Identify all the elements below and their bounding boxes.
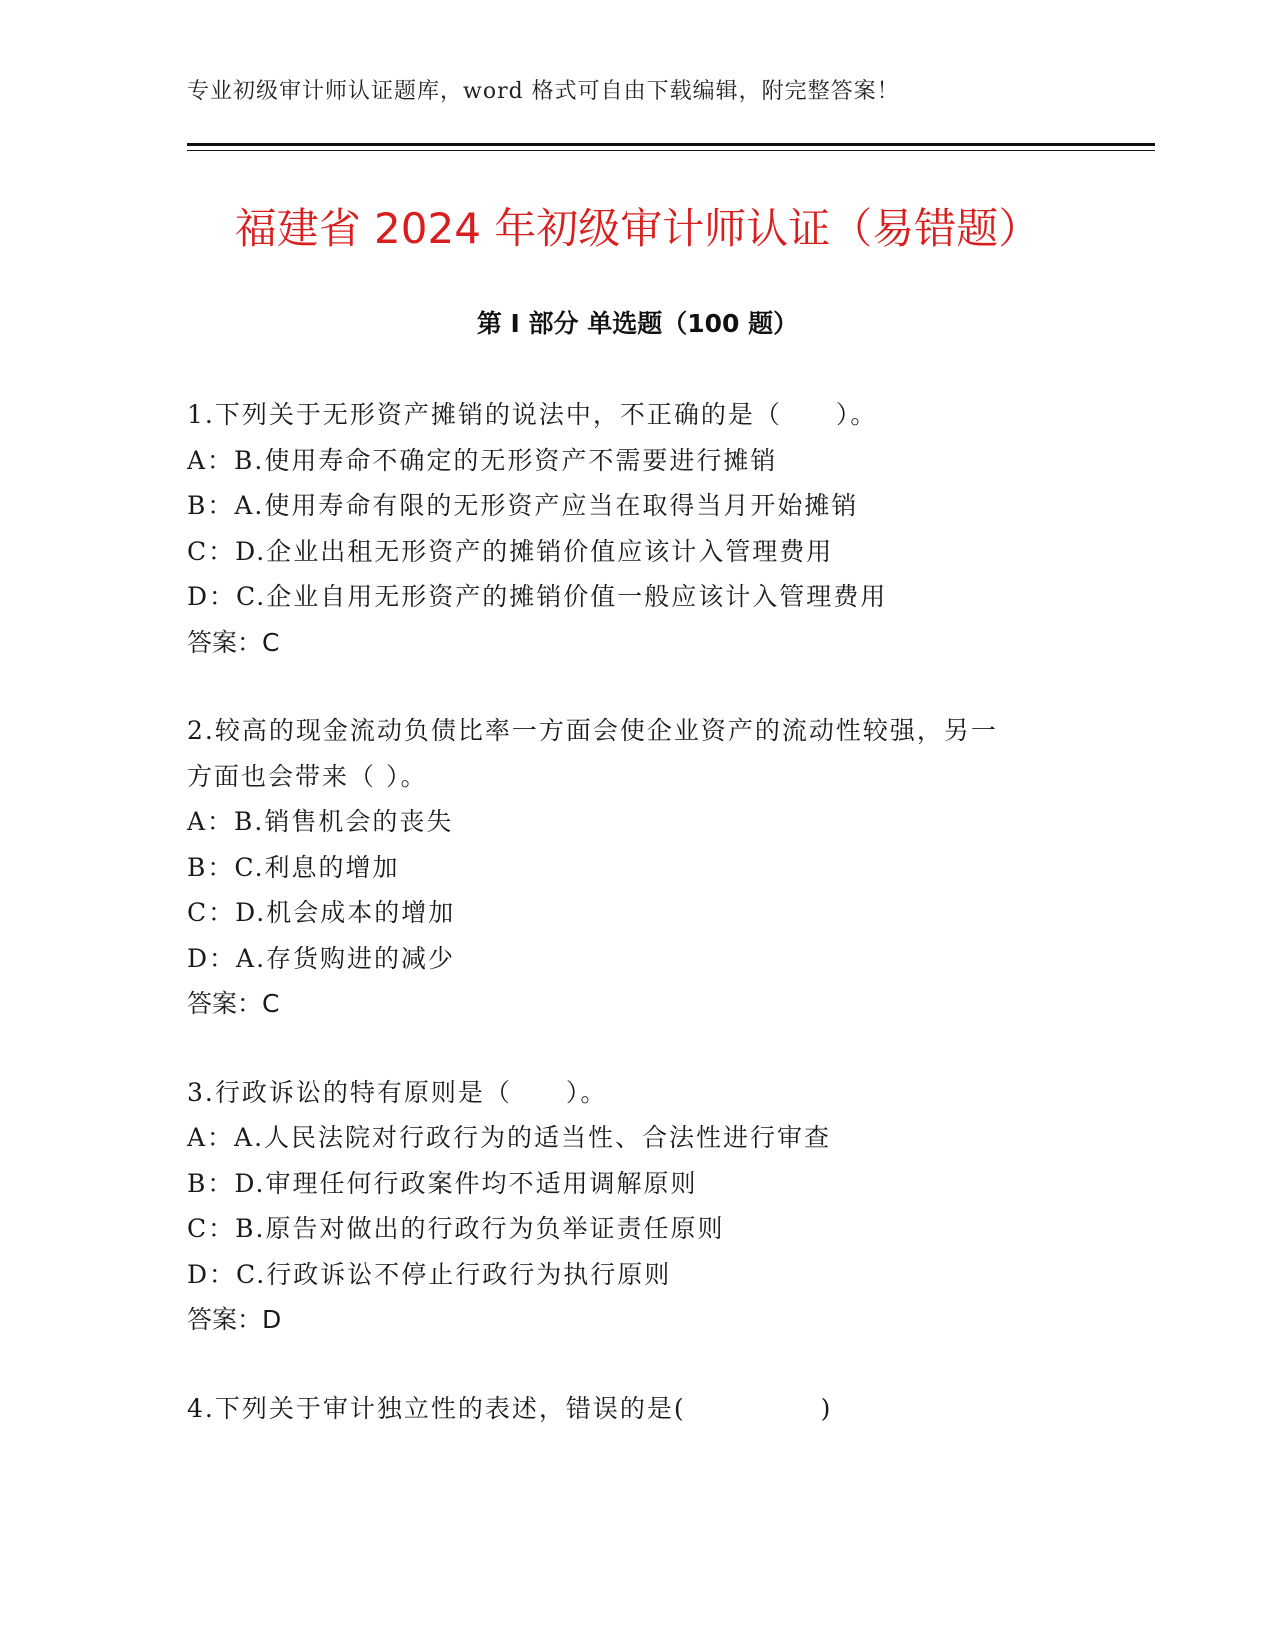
option-a: A：B.使用寿命不确定的无形资产不需要进行摊销	[187, 445, 778, 475]
question-4	[187, 1386, 1067, 1432]
question-stem: 4.下列关于审计独立性的表述，错误的是( )	[187, 1393, 833, 1423]
question-2	[187, 708, 1067, 1027]
option-d: D：C.行政诉讼不停止行政行为执行原则	[187, 1259, 672, 1289]
question-stem: 2.较高的现金流动负债比率一方面会使企业资产的流动性较强，另一	[187, 716, 998, 745]
option-a: A：A.人民法院对行政行为的适当性、合法性进行审查	[187, 1123, 832, 1152]
option-d: D：C.企业自用无形资产的摊销价值一般应该计入管理费用	[187, 582, 888, 611]
question-stem-continued: 方面也会带来（ ）。	[187, 761, 428, 791]
header-rule-thin	[187, 150, 1155, 151]
option-d: D：A.存货购进的减少	[187, 943, 456, 973]
question-list	[187, 392, 1067, 1474]
option-b: B：D.审理任何行政案件均不适用调解原则	[187, 1168, 698, 1198]
option-c: C：D.企业出租无形资产的摊销价值应该计入管理费用	[187, 536, 834, 566]
option-b: B：A.使用寿命有限的无形资产应当在取得当月开始摊销	[187, 491, 859, 520]
option-c: C：B.原告对做出的行政行为负举证责任原则	[187, 1214, 725, 1243]
option-b: B：C.利息的增加	[187, 852, 400, 882]
header-rule-thick	[187, 143, 1155, 146]
header-note: 专业初级审计师认证题库，word 格式可自由下载编辑，附完整答案！	[187, 79, 900, 104]
option-c: C：D.机会成本的增加	[187, 898, 456, 927]
question-3	[187, 1070, 1067, 1343]
answer: 答案：C	[187, 989, 280, 1018]
document-title: 福建省 2024 年初级审计师认证（易错题）	[234, 204, 1041, 253]
answer: 答案：D	[187, 1305, 282, 1334]
section-title: 第 I 部分 单选题（100 题）	[476, 309, 799, 338]
option-a: A：B.销售机会的丧失	[187, 807, 454, 836]
question-1	[187, 392, 1067, 665]
answer: 答案：C	[187, 627, 280, 657]
question-stem: 3.行政诉讼的特有原则是（ ）。	[187, 1077, 608, 1107]
question-stem: 1.下列关于无形资产摊销的说法中，不正确的是（ ）。	[187, 400, 878, 429]
